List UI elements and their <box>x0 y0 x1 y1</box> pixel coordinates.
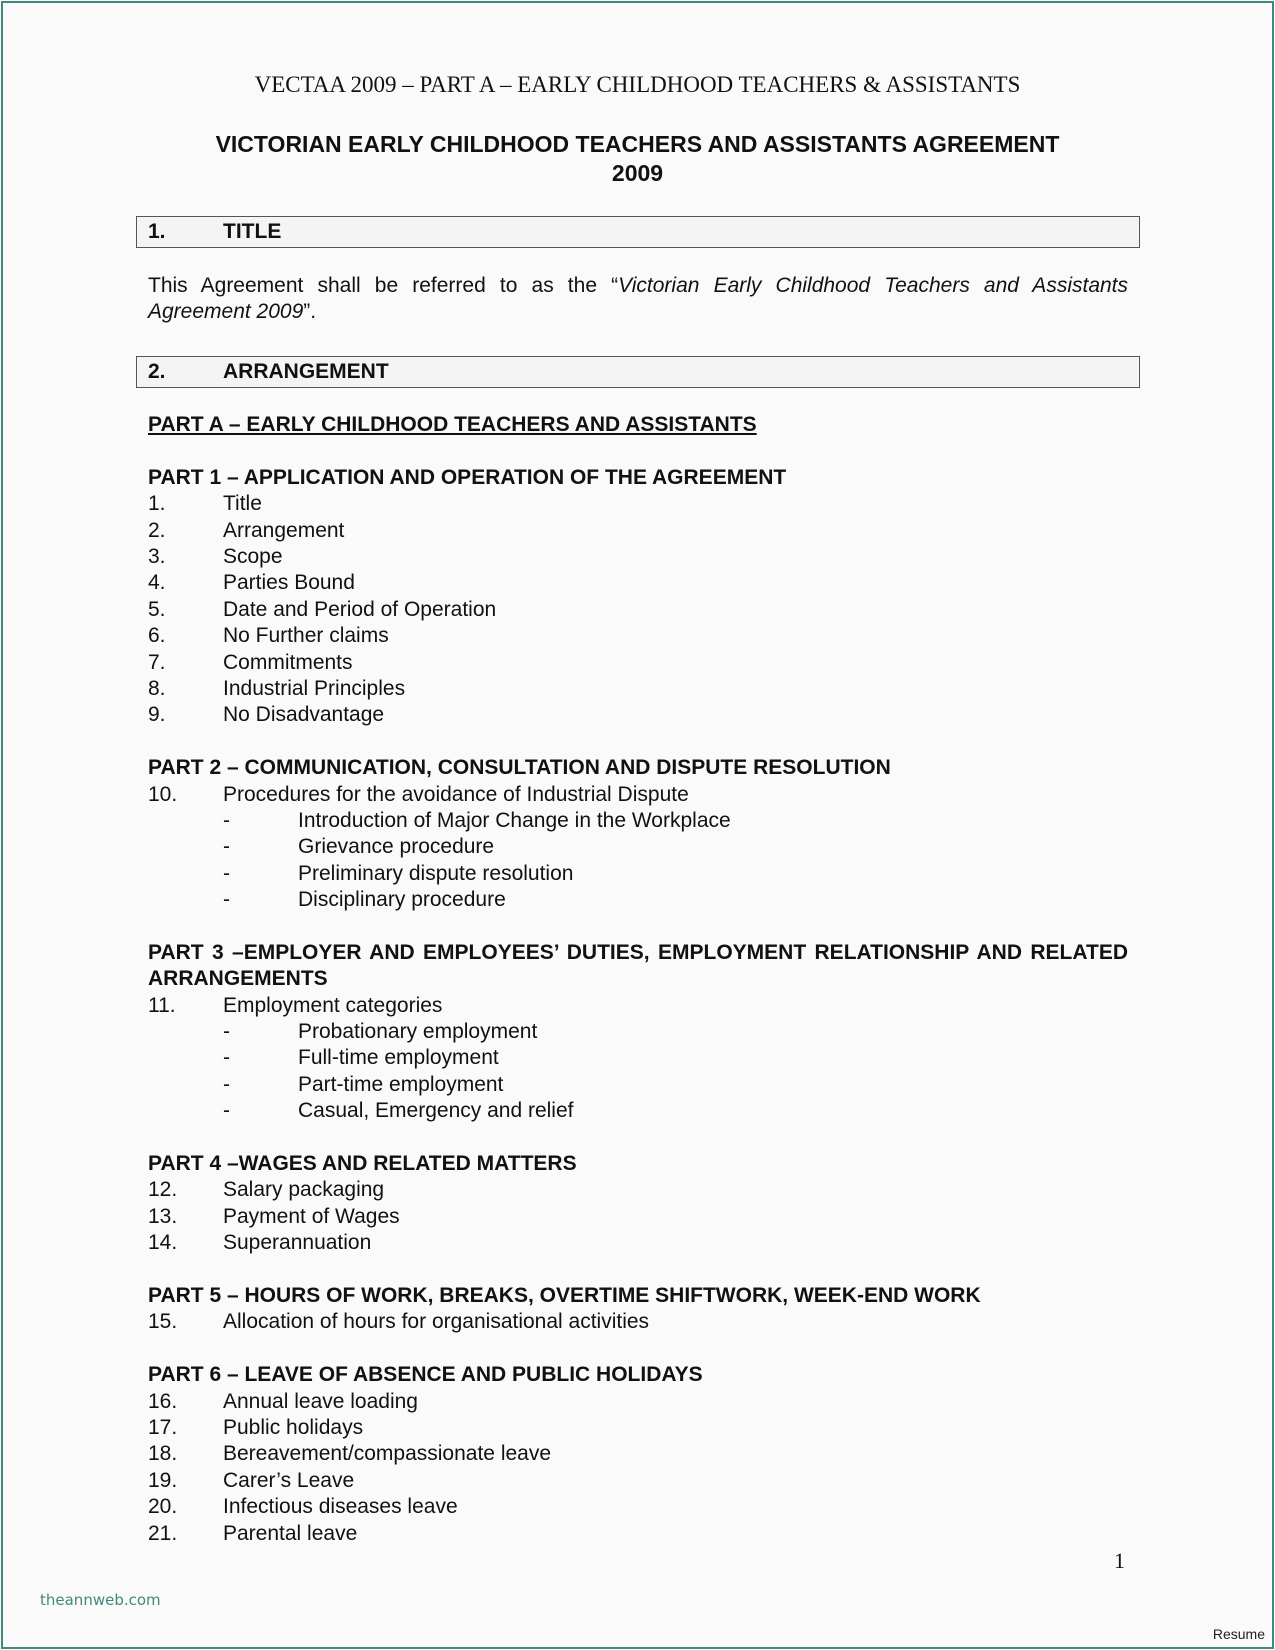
sub-item <box>148 887 1128 913</box>
clause-item <box>148 1177 1128 1203</box>
part-section <box>148 1283 1128 1336</box>
part-heading: PART 4 –WAGES AND RELATED MATTERS <box>148 1152 577 1176</box>
clause-item <box>148 518 1128 544</box>
item-label: Industrial Principles <box>223 676 406 700</box>
item-number: 16. <box>148 1389 178 1413</box>
title-line-2: 2009 <box>611 160 664 186</box>
item-label: Commitments <box>223 650 353 674</box>
item-number: - <box>223 835 230 859</box>
item-number: - <box>223 1020 230 1044</box>
sub-item <box>148 1098 1128 1124</box>
item-label: Parties Bound <box>223 571 355 595</box>
para-suffix: ”. <box>303 300 317 324</box>
item-label: Procedures for the avoidance of Industrial Dispute <box>223 782 689 806</box>
clause-item <box>148 1494 1128 1520</box>
item-number: - <box>223 808 230 832</box>
running-header: VECTAA 2009 – PART A – EARLY CHILDHOOD TEACHERS & ASSISTANTS <box>254 72 1021 97</box>
sub-item <box>148 1072 1128 1098</box>
para-text: This Agreement shall be referred to as the “ <box>148 274 619 297</box>
title-paragraph <box>148 273 1128 326</box>
clause-item <box>148 650 1128 676</box>
item-number: 17. <box>148 1415 178 1439</box>
part-section <box>148 755 1128 913</box>
item-number: 13. <box>148 1204 178 1228</box>
clause-item <box>148 491 1128 517</box>
part-heading: PART 5 – HOURS OF WORK, BREAKS, OVERTIME SHIFTWORK, WEEK-END WORK <box>148 1283 981 1307</box>
item-number: 1. <box>148 492 166 516</box>
clause-item <box>148 1204 1128 1230</box>
item-number: 8. <box>148 676 166 700</box>
item-number: 15. <box>148 1310 178 1334</box>
page-number: 1 <box>1114 1548 1125 1573</box>
sub-item <box>148 861 1128 887</box>
part-section <box>148 465 1128 729</box>
item-label: Parental leave <box>223 1521 358 1545</box>
item-number: - <box>223 1099 230 1123</box>
item-number: 5. <box>148 597 166 621</box>
item-number: - <box>223 888 230 912</box>
item-label: Annual leave loading <box>223 1389 418 1413</box>
item-label: Salary packaging <box>223 1178 385 1202</box>
item-label: Allocation of hours for organisational activities <box>223 1310 650 1334</box>
item-number: 14. <box>148 1231 178 1255</box>
item-number: 19. <box>148 1468 178 1492</box>
item-label: Part-time employment <box>298 1072 504 1096</box>
clause-item <box>148 597 1128 623</box>
clause-item <box>148 1441 1128 1467</box>
item-label: No Disadvantage <box>223 703 385 727</box>
clause-item <box>148 1468 1128 1494</box>
item-number: - <box>223 1046 230 1070</box>
item-label: Casual, Emergency and relief <box>298 1099 574 1123</box>
item-label: Carer’s Leave <box>223 1468 355 1492</box>
item-label: Date and Period of Operation <box>223 597 497 621</box>
corner-label: Resume <box>1212 1626 1265 1642</box>
item-label: Title <box>223 492 262 516</box>
section-label: ARRANGEMENT <box>223 360 389 383</box>
item-label: Full-time employment <box>298 1046 499 1070</box>
clause-item <box>148 1415 1128 1441</box>
item-label: Disciplinary procedure <box>298 888 506 912</box>
clause-item <box>148 993 1128 1019</box>
sub-item <box>148 1019 1128 1045</box>
title-line-1: VICTORIAN EARLY CHILDHOOD TEACHERS AND ASSISTANTS AGREEMENT <box>215 131 1060 157</box>
part-a-heading: PART A – EARLY CHILDHOOD TEACHERS AND ASSISTANTS <box>148 413 757 436</box>
clause-item <box>148 676 1128 702</box>
agreement-name: Victorian Early Childhood Teachers and Assistants Agreement 2009 <box>148 274 1129 324</box>
clause-item <box>148 702 1128 728</box>
clause-item <box>148 1309 1128 1335</box>
section-label: TITLE <box>223 220 282 243</box>
item-label: Probationary employment <box>298 1020 538 1044</box>
clause-item <box>148 570 1128 596</box>
watermark: theannweb.com <box>40 1591 161 1609</box>
sub-item <box>148 1045 1128 1071</box>
item-number: 20. <box>148 1495 178 1519</box>
part-section <box>148 940 1128 1125</box>
part-heading: PART 1 – APPLICATION AND OPERATION OF THE AGREEMENT <box>148 465 787 489</box>
item-label: Scope <box>223 544 283 568</box>
sub-item <box>148 808 1128 834</box>
part-heading: PART 6 – LEAVE OF ABSENCE AND PUBLIC HOLIDAYS <box>148 1363 703 1387</box>
item-number: 18. <box>148 1442 178 1466</box>
part-section <box>148 1151 1128 1257</box>
arrangement-list <box>148 412 1128 1573</box>
item-number: 2. <box>148 518 166 542</box>
item-number: - <box>223 1072 230 1096</box>
item-label: Public holidays <box>223 1415 364 1439</box>
item-number: 4. <box>148 571 166 595</box>
item-label: Grievance procedure <box>298 835 495 859</box>
item-number: 21. <box>148 1521 178 1545</box>
item-number: 7. <box>148 650 166 674</box>
sub-item <box>148 834 1128 860</box>
item-number: 12. <box>148 1178 178 1202</box>
section-number: 2. <box>148 360 166 383</box>
item-number: 3. <box>148 544 166 568</box>
item-label: Payment of Wages <box>223 1204 400 1228</box>
clause-item <box>148 544 1128 570</box>
item-label: Employment categories <box>223 993 443 1017</box>
item-label: Arrangement <box>223 518 345 542</box>
item-number: 11. <box>148 993 176 1017</box>
part-heading: PART 3 –EMPLOYER AND EMPLOYEES’ DUTIES, EMPLOYMENT RELATIONSHIP AND RELATED ARRANGEMENTS <box>148 940 1128 991</box>
part-heading: PART 2 – COMMUNICATION, CONSULTATION AND DISPUTE RESOLUTION <box>148 756 891 780</box>
section-heading-arrangement <box>136 356 1140 388</box>
item-label: Preliminary dispute resolution <box>298 861 574 885</box>
document-title <box>0 130 1275 188</box>
item-label: Introduction of Major Change in the Workplace <box>298 808 731 832</box>
clause-item <box>148 1389 1128 1415</box>
part-section <box>148 1362 1128 1547</box>
item-label: No Further claims <box>223 624 389 648</box>
item-number: 6. <box>148 624 166 648</box>
clause-item <box>148 782 1128 808</box>
item-label: Superannuation <box>223 1231 372 1255</box>
section-number: 1. <box>148 220 166 243</box>
clause-item <box>148 1521 1128 1547</box>
item-label: Infectious diseases leave <box>223 1495 458 1519</box>
section-heading-title <box>136 216 1140 248</box>
item-label: Bereavement/compassionate leave <box>223 1442 552 1466</box>
clause-item <box>148 1230 1128 1256</box>
clause-item <box>148 623 1128 649</box>
item-number: 9. <box>148 703 166 727</box>
item-number: 10. <box>148 782 178 806</box>
item-number: - <box>223 861 230 885</box>
